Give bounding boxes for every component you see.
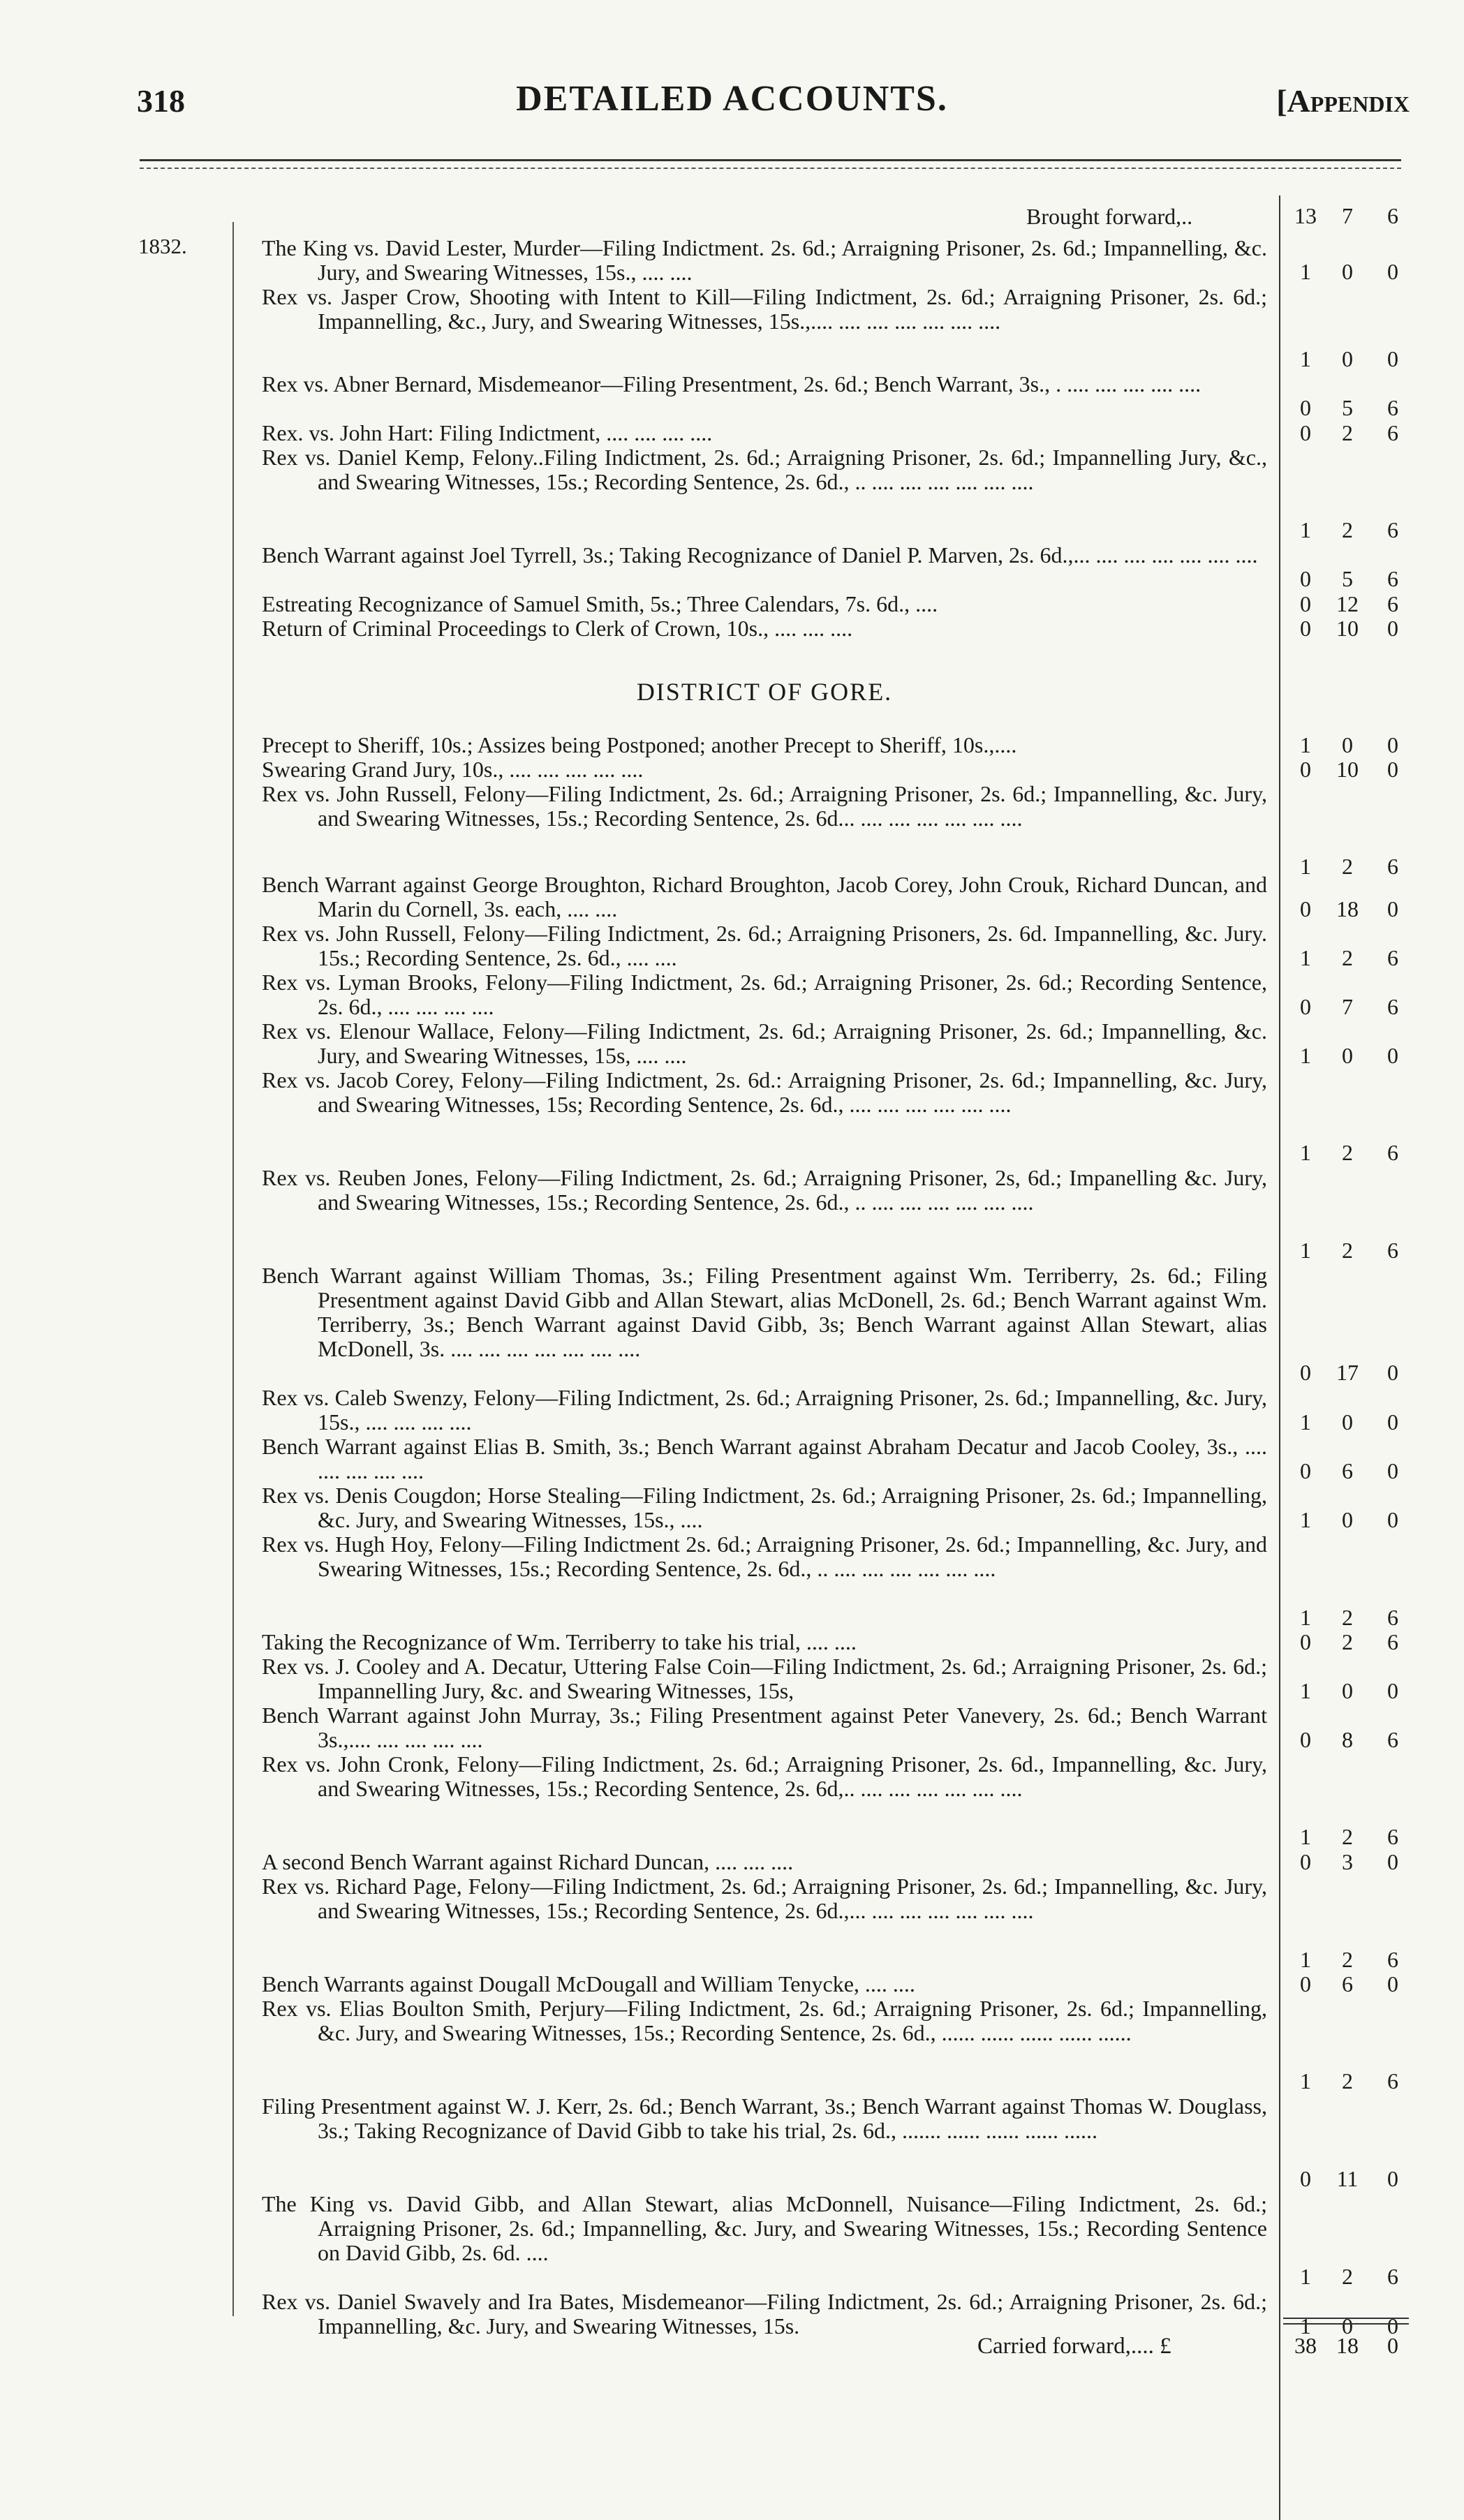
entry-text: Rex vs. John Cronk, Felony—Filing Indictment, 2s. 6d.; Arraigning Prisoner, 2s. 6d., Impannelling, &c. Jury, and Swearing Witnesses, 15s.; Recording Sentence, 2s. 6d,.. .... .... .... .... .... .... — [262, 1751, 1267, 1801]
pounds: 1 — [1300, 1140, 1311, 1165]
shillings: 2 — [1342, 1629, 1353, 1654]
page-number: 318 — [137, 83, 185, 119]
pence: 0 — [1387, 1409, 1398, 1435]
account-entry — [262, 1850, 1267, 1874]
shillings: 2 — [1342, 2264, 1353, 2289]
shillings: 5 — [1342, 566, 1353, 591]
pence: 0 — [1387, 1507, 1398, 1532]
pence: 6 — [1387, 517, 1398, 542]
entry-text: Precept to Sheriff, 10s.; Assizes being Postponed; another Precept to Sheriff, 10s.,.... — [262, 732, 1017, 757]
pounds: 1 — [1300, 517, 1311, 542]
shillings: 11 — [1336, 2166, 1359, 2191]
pounds: 0 — [1300, 1629, 1311, 1654]
account-entry — [262, 2290, 1267, 2339]
account-entry — [262, 1703, 1267, 1752]
pounds: 0 — [1300, 616, 1311, 641]
entry-text: Rex vs. Caleb Swenzy, Felony—Filing Indictment, 2s. 6d.; Arraigning Prisoner, 2s. 6d.; Impannelling, &c. Jury, 15s., .... .... .... .... — [262, 1385, 1267, 1435]
pence: 6 — [1387, 566, 1398, 591]
pounds: 0 — [1300, 757, 1311, 782]
pence: 0 — [1387, 1458, 1398, 1483]
account-entry — [262, 873, 1267, 921]
entry-text: Rex vs. Abner Bernard, Misdemeanor—Filing Presentment, 2s. 6d.; Bench Warrant, 3s., . .... .... .... .... .... — [262, 371, 1201, 396]
shillings: 2 — [1342, 1140, 1353, 1165]
entry-text: Rex vs. Lyman Brooks, Felony—Filing Indictment, 2s. 6d.; Arraigning Prisoner, 2s. 6d.; Recording Sentence, 2s. 6d., .... .... .... .... — [262, 970, 1267, 1019]
shillings: 2 — [1342, 854, 1353, 879]
pence: 6 — [1387, 945, 1398, 970]
entry-text: Rex vs. Elenour Wallace, Felony—Filing Indictment, 2s. 6d.; Arraigning Prisoner, 2s. 6d.; Impannelling, &c. Jury, and Swearing Witnesses, 15s, .... .... — [262, 1018, 1267, 1068]
pounds: 1 — [1300, 945, 1311, 970]
account-entry — [262, 2192, 1267, 2265]
entry-text: Bench Warrant against Joel Tyrrell, 3s.; Taking Recognizance of Daniel P. Marven, 2s. 6d.,... .... .... .... .... .... .... — [262, 542, 1258, 568]
pence: 0 — [1387, 2313, 1398, 2339]
account-entry — [262, 757, 1267, 782]
account-entry — [262, 1532, 1267, 1581]
pounds: 1 — [1300, 1238, 1311, 1263]
account-entry — [262, 2094, 1267, 2143]
shillings: 17 — [1336, 1360, 1359, 1385]
entry-text: Rex vs. J. Cooley and A. Decatur, Uttering False Coin—Filing Indictment, 2s. 6d.; Arraigning Prisoner, 2s. 6d.; Impannelling Jury, &c. and Swearing Witnesses, 15s, — [262, 1654, 1267, 1703]
account-entry — [262, 970, 1267, 1019]
year-label: 1832. — [138, 234, 187, 258]
pounds: 1 — [1300, 2264, 1311, 2289]
shillings: 3 — [1342, 1849, 1353, 1874]
shillings: 8 — [1342, 1727, 1353, 1752]
shillings: 0 — [1342, 2313, 1353, 2339]
shillings: 6 — [1342, 1971, 1353, 1996]
account-entry — [262, 1874, 1267, 1923]
pounds: 0 — [1300, 994, 1311, 1019]
entry-text: Rex vs. John Russell, Felony—Filing Indictment, 2s. 6d.; Arraigning Prisoners, 2s. 6d. Impannelling, &c. Jury. 15s.; Recording Sentence, 2s. 6d., .... .... — [262, 921, 1267, 970]
entry-text: The King vs. David Lester, Murder—Filing Indictment. 2s. 6d.; Arraigning Prisoner, 2s. 6d.; Impannelling, &c. Jury, and Swearing Witnesses, 15s., .... .... — [262, 235, 1267, 285]
shillings: 7 — [1342, 203, 1353, 228]
header-rule-dashed — [140, 168, 1401, 169]
pounds: 0 — [1300, 1849, 1311, 1874]
pounds: 0 — [1300, 566, 1311, 591]
account-entry — [262, 592, 1267, 616]
pence: 6 — [1387, 854, 1398, 879]
account-entry — [262, 733, 1267, 757]
entry-text: Bench Warrants against Dougall McDougall and William Tenycke, .... .... — [262, 1971, 915, 1996]
pounds: 0 — [1300, 1727, 1311, 1752]
account-entry — [262, 1972, 1267, 1996]
pence: 6 — [1387, 2264, 1398, 2289]
entry-text: Return of Criminal Proceedings to Clerk of Crown, 10s., .... .... .... — [262, 616, 853, 641]
account-entry — [262, 372, 1267, 396]
pounds: 1 — [1300, 1409, 1311, 1435]
shillings: 10 — [1336, 757, 1359, 782]
entry-text: Rex vs. Reuben Jones, Felony—Filing Indictment, 2s. 6d.; Arraigning Prisoner, 2s, 6d.; Impanelling &c. Jury, and Swearing Witnesses, 15s.; Recording Sentence, 2s. 6d., .. .... .... .... .... .... .... — [262, 1165, 1267, 1215]
shillings: 2 — [1342, 1824, 1353, 1849]
shillings: 0 — [1342, 346, 1353, 371]
entry-text: Bench Warrant against William Thomas, 3s.; Filing Presentment against Wm. Terriberry, 2s. 6d.; Filing Presentment against David Gibb and Allan Stewart, alias McDonell, 2s. 6d.; Bench Warrant against Wm. Terriberry, 3s.; Bench Warrant against David Gibb, 3s; Bench Warrant against Allan Stewart, alias McDonell, 3s. .... .... .... .... .... .... .... — [262, 1263, 1267, 1361]
pence: 0 — [1387, 1849, 1398, 1874]
pounds: 1 — [1300, 1043, 1311, 1068]
pounds: 1 — [1300, 1824, 1311, 1849]
pounds: 1 — [1300, 346, 1311, 371]
pounds: 38 — [1294, 2333, 1317, 2358]
pence: 0 — [1387, 259, 1398, 284]
pounds: 0 — [1300, 1360, 1311, 1385]
pence: 0 — [1387, 732, 1398, 757]
pounds: 1 — [1300, 732, 1311, 757]
shillings: 0 — [1342, 1678, 1353, 1703]
pounds: 0 — [1300, 591, 1311, 616]
page-title: DETAILED ACCOUNTS. — [516, 79, 948, 119]
pounds: 0 — [1300, 420, 1311, 445]
total-rule-double — [1283, 2323, 1409, 2325]
pounds: 0 — [1300, 1458, 1311, 1483]
pounds: 13 — [1294, 203, 1317, 228]
account-entry — [262, 1166, 1267, 1215]
pounds: 1 — [1300, 1605, 1311, 1630]
pence: 6 — [1387, 591, 1398, 616]
account-entry — [262, 921, 1267, 970]
entry-text: Rex vs. Elias Boulton Smith, Perjury—Filing Indictment, 2s. 6d.; Arraigning Prisoner, 2s. 6d.; Impannelling, &c. Jury, and Swearing Witnesses, 15s.; Recording Sentence, 2s. 6d., ...... ...... ...... ...... ...... — [262, 1996, 1267, 2045]
entry-text: Bench Warrant against John Murray, 3s.; Filing Presentment against Peter Vanevery, 2s. 6d.; Bench Warrant 3s.,.... .... .... .... .... — [262, 1703, 1267, 1752]
pence: 0 — [1387, 896, 1398, 921]
pence: 0 — [1387, 1360, 1398, 1385]
entry-text: Rex vs. Jacob Corey, Felony—Filing Indictment, 2s. 6d.: Arraigning Prisoner, 2s. 6d.; Impannelling, &c. Jury, and Swearing Witnesses, 15s; Recording Sentence, 2s. 6d., .... .... .... .... .... .... — [262, 1067, 1267, 1117]
pence: 0 — [1387, 346, 1398, 371]
shillings: 2 — [1342, 1605, 1353, 1630]
account-entry — [262, 445, 1267, 494]
entry-text: The King vs. David Gibb, and Allan Stewart, alias McDonnell, Nuisance—Filing Indictment, 2s. 6d.; Arraigning Prisoner, 2s. 6d.; Impannelling, &c. Jury, and Swearing Witnesses, 15s.; Recording Sentence on David Gibb, 2s. 6d. .... — [262, 2191, 1267, 2265]
pounds: 1 — [1300, 2068, 1311, 2093]
entry-text: Taking the Recognizance of Wm. Terriberry to take his trial, .... .... — [262, 1629, 857, 1654]
pence: 6 — [1387, 203, 1398, 228]
pence: 0 — [1387, 1678, 1398, 1703]
shillings: 12 — [1336, 591, 1359, 616]
brought-forward-label: Brought forward,.. — [1026, 204, 1193, 229]
entry-text: Rex vs. Richard Page, Felony—Filing Indictment, 2s. 6d.; Arraigning Prisoner, 2s. 6d.; Impannelling, &c. Jury, and Swearing Witnesses, 15s.; Recording Sentence, 2s. 6d.,... .... .... .... .... .... .... — [262, 1874, 1267, 1923]
entry-text: Bench Warrant against Elias B. Smith, 3s.; Bench Warrant against Abraham Decatur and Jacob Cooley, 3s., .... .... .... .... .... — [262, 1434, 1267, 1483]
entry-text: Rex. vs. John Hart: Filing Indictment, .... .... .... .... — [262, 420, 713, 445]
shillings: 0 — [1342, 1409, 1353, 1435]
account-entry — [262, 285, 1267, 334]
header-rule — [140, 159, 1401, 161]
pence: 0 — [1387, 2333, 1398, 2358]
shillings: 7 — [1342, 994, 1353, 1019]
shillings: 2 — [1342, 945, 1353, 970]
pounds: 1 — [1300, 1678, 1311, 1703]
pence: 6 — [1387, 1605, 1398, 1630]
pence: 6 — [1387, 1727, 1398, 1752]
shillings: 18 — [1336, 896, 1359, 921]
entry-text: Rex vs. Hugh Hoy, Felony—Filing Indictment 2s. 6d.; Arraigning Prisoner, 2s. 6d.; Impannelling, &c. Jury, and Swearing Witnesses, 15s.; Recording Sentence, 2s. 6d., .. .... .... .... .... .... .... — [262, 1532, 1267, 1581]
shillings: 0 — [1342, 732, 1353, 757]
pence: 0 — [1387, 1043, 1398, 1068]
pence: 6 — [1387, 2068, 1398, 2093]
pence: 0 — [1387, 2166, 1398, 2191]
account-entry — [262, 616, 1267, 641]
account-entry — [262, 543, 1267, 568]
shillings: 2 — [1342, 2068, 1353, 2093]
account-entry — [262, 1263, 1267, 1361]
entry-text: Estreating Recognizance of Samuel Smith, 5s.; Three Calendars, 7s. 6d., .... — [262, 591, 938, 616]
entry-text: Rex vs. Denis Cougdon; Horse Stealing—Filing Indictment, 2s. 6d.; Arraigning Prisoner, 2s. 6d.; Impannelling, &c. Jury, and Swearing Witnesses, 15s., .... — [262, 1483, 1267, 1532]
pounds: 1 — [1300, 1507, 1311, 1532]
pence: 6 — [1387, 395, 1398, 420]
pence: 0 — [1387, 616, 1398, 641]
account-entry — [262, 1435, 1267, 1483]
account-entry — [262, 782, 1267, 831]
pence: 0 — [1387, 757, 1398, 782]
margin-rule — [232, 222, 234, 2316]
account-entry — [262, 1630, 1267, 1654]
account-entry — [262, 1752, 1267, 1801]
amount-column-rule — [1279, 195, 1280, 2520]
account-entry — [262, 1386, 1267, 1435]
shillings: 6 — [1342, 1458, 1353, 1483]
account-entry — [262, 236, 1267, 285]
shillings: 0 — [1342, 259, 1353, 284]
shillings: 0 — [1342, 1507, 1353, 1532]
pence: 6 — [1387, 1824, 1398, 1849]
pounds: 0 — [1300, 896, 1311, 921]
account-entry — [262, 1654, 1267, 1703]
account-entry — [262, 1483, 1267, 1532]
pounds: 1 — [1300, 854, 1311, 879]
pounds: 0 — [1300, 395, 1311, 420]
shillings: 2 — [1342, 420, 1353, 445]
pounds: 0 — [1300, 2166, 1311, 2191]
appendix-label: [Appendix — [1276, 83, 1410, 119]
entry-text: Bench Warrant against George Broughton, Richard Broughton, Jacob Corey, John Crouk, Richard Duncan, and Marin du Cornell, 3s. each, .... .... — [262, 872, 1267, 921]
account-entry — [262, 1019, 1267, 1068]
pence: 6 — [1387, 1238, 1398, 1263]
pounds: 1 — [1300, 2313, 1311, 2339]
shillings: 0 — [1342, 1043, 1353, 1068]
district-heading: DISTRICT OF GORE. — [636, 678, 893, 706]
pence: 6 — [1387, 1947, 1398, 1972]
carried-forward-label: Carried forward,.... £ — [977, 2334, 1171, 2359]
account-entry — [262, 1996, 1267, 2045]
entry-text: Rex vs. Jasper Crow, Shooting with Intent to Kill—Filing Indictment, 2s. 6d.; Arraigning Prisoner, 2s. 6d.; Impannelling, &c., Jury, and Swearing Witnesses, 15s.,.... .... .... .... .... .... .... — [262, 284, 1267, 334]
shillings: 10 — [1336, 616, 1359, 641]
entry-text: Filing Presentment against W. J. Kerr, 2s. 6d.; Bench Warrant, 3s.; Bench Warrant against Thomas W. Douglass, 3s.; Taking Recognizance of David Gibb to take his trial, 2s. 6d., ....... ...... ...... ...... ...... — [262, 2093, 1267, 2143]
entry-text: Rex vs. John Russell, Felony—Filing Indictment, 2s. 6d.; Arraigning Prisoner, 2s. 6d.; Impannelling, &c. Jury, and Swearing Witnesses, 15s.; Recording Sentence, 2s. 6d... .... .... .... .... .... .... — [262, 781, 1267, 831]
total-rule — [1283, 2318, 1409, 2319]
account-entry — [262, 1068, 1267, 1117]
entry-text: A second Bench Warrant against Richard Duncan, .... .... .... — [262, 1849, 794, 1874]
entry-text: Rex vs. Daniel Swavely and Ira Bates, Misdemeanor—Filing Indictment, 2s. 6d.; Arraigning Prisoner, 2s. 6d.; Impannelling, &c. Jury, and Swearing Witnesses, 15s. — [262, 2289, 1267, 2339]
pounds: 1 — [1300, 1947, 1311, 1972]
pounds: 1 — [1300, 259, 1311, 284]
shillings: 2 — [1342, 1947, 1353, 1972]
shillings: 18 — [1336, 2333, 1359, 2358]
account-entry — [262, 421, 1267, 445]
shillings: 5 — [1342, 395, 1353, 420]
pounds: 0 — [1300, 1971, 1311, 1996]
entry-text: Rex vs. Daniel Kemp, Felony..Filing Indictment, 2s. 6d.; Arraigning Prisoner, 2s. 6d.; Impannelling Jury, &c., and Swearing Witnesses, 15s.; Recording Sentence, 2s. 6d., .. .... .... .... .... .... .... — [262, 445, 1267, 494]
pence: 6 — [1387, 1140, 1398, 1165]
shillings: 2 — [1342, 1238, 1353, 1263]
shillings: 2 — [1342, 517, 1353, 542]
pence: 6 — [1387, 420, 1398, 445]
pence: 0 — [1387, 1971, 1398, 1996]
pence: 6 — [1387, 1629, 1398, 1654]
pence: 6 — [1387, 994, 1398, 1019]
entry-text: Swearing Grand Jury, 10s., .... .... .... .... .... — [262, 757, 644, 782]
